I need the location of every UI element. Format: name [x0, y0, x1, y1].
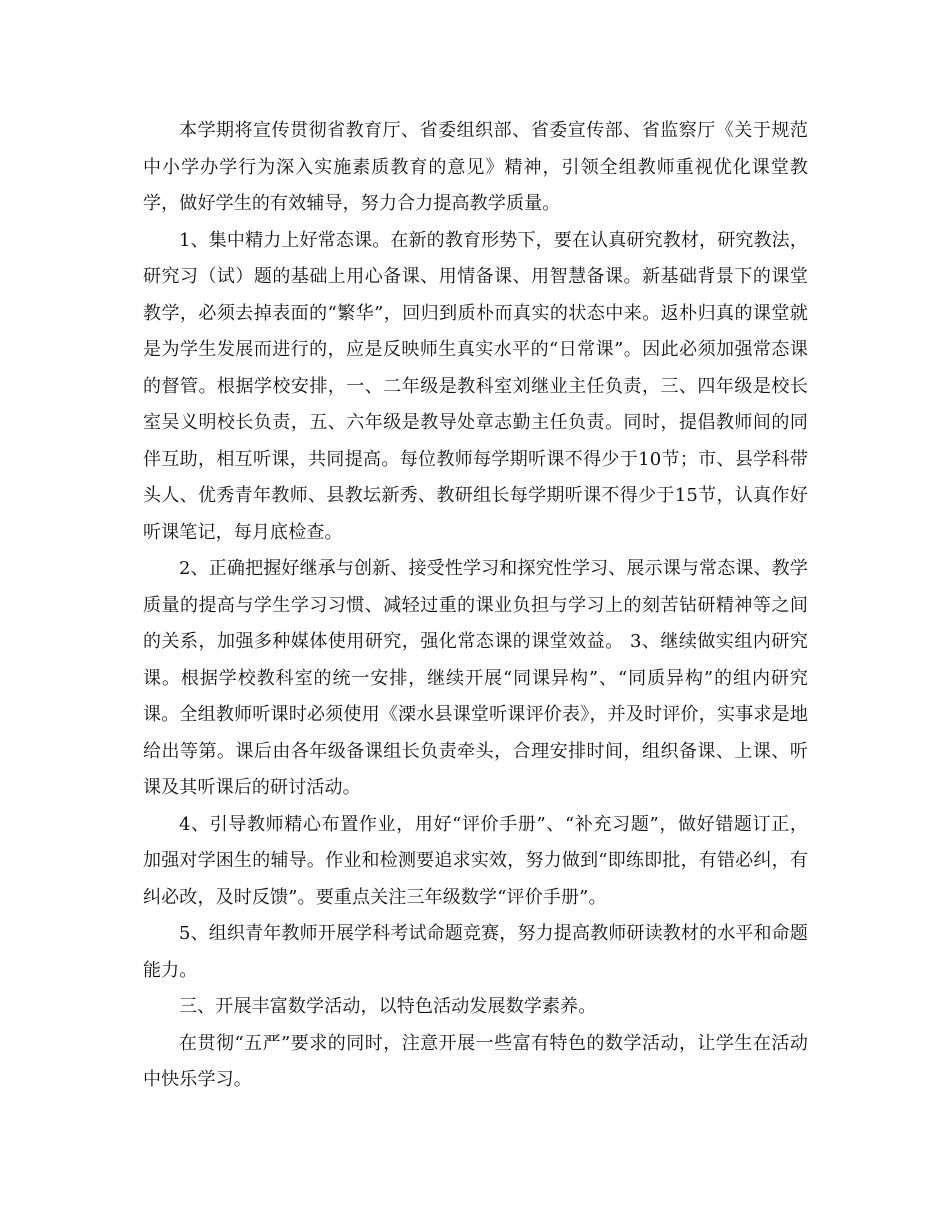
paragraph-intro: 本学期将宣传贯彻省教育厅、省委组织部、省委宣传部、省监察厅《关于规范中小学办学行为深入实施素质教育的意见》精神，引领全组教师重视优化课堂教学，做好学生的有效辅导，努力合力提高教学质量。	[143, 120, 808, 214]
document-page	[143, 113, 808, 1099]
paragraph-item-1: 1、集中精力上好常态课。在新的教育形势下，要在认真研究教材，研究教法，研究习（试）题的基础上用心备课、用情备课、用智慧备课。新基础背景下的课堂教学，必须去掉表面的“繁华”，回归到质朴而真实的状态中来。返朴归真的课堂就是为学生发展而进行的，应是反映师生真实水平的“日常课”。因此必须加强常态课的督管。根据学校安排，一、二年级是教科室刘继业主任负责，三、四年级是校长室吴义明校长负责，五、六年级是教导处章志勤主任负责。同时，提倡教师间的同伴互助，相互听课，共同提高。每位教师每学期听课不得少于10节；市、县学科带头人、优秀青年教师、县教坛新秀、教研组长每学期听课不得少于15节，认真作好听课笔记，每月底检查。	[143, 229, 808, 543]
paragraph-activities: 在贯彻“五严”要求的同时，注意开展一些富有特色的数学活动，让学生在活动中快乐学习。	[143, 1032, 808, 1090]
section-heading-3: 三、开展丰富数学活动，以特色活动发展数学素养。	[179, 996, 597, 1017]
paragraph-item-4: 4、引导教师精心布置作业，用好“评价手册”、“补充习题”，做好错题订正，加强对学困生的辅导。作业和检测要追求实效，努力做到“即练即批，有错必纠，有纠必改，及时反馈”。要重点关注三年级数学“评价手册”。	[143, 813, 808, 908]
paragraph-item-2-3: 2、正确把握好继承与创新、接受性学习和探究性学习、展示课与常态课、教学质量的提高与学生学习习惯、减轻过重的课业负担与学习上的刻苦钻研精神等之间的关系，加强多种媒体使用研究，强化常态课的课堂效益。 3、继续做实组内研究课。根据学校教科室的统一安排，继续开展“同课异构”、“同质异构”的组内研究课。全组教师听课时必须使用《溧水县课堂听课评价表》，并及时评价，实事求是地给出等第。课后由各年级备课组长负责牵头，合理安排时间，组织备课、上课、听课及其听课后的研讨活动。	[143, 558, 808, 798]
paragraph-item-5: 5、组织青年教师开展学科考试命题竞赛，努力提高教师研读教材的水平和命题能力。	[143, 923, 808, 981]
